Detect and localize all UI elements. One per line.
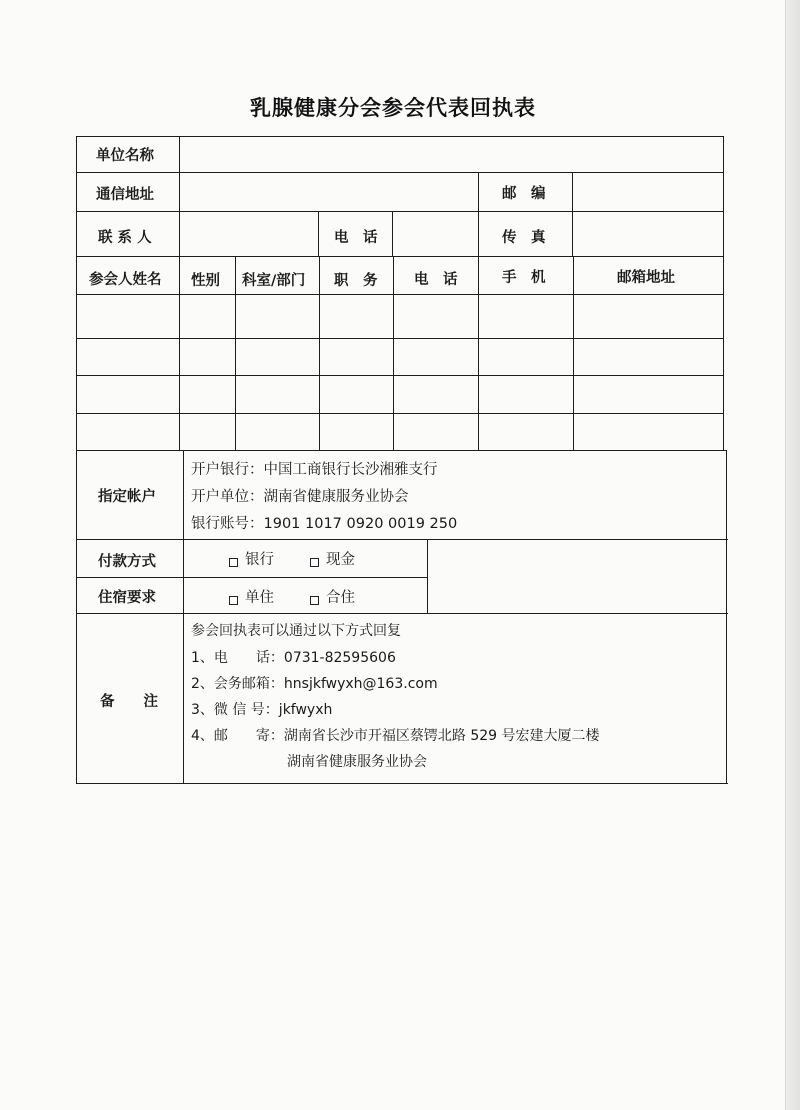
- header-email: 邮箱地址: [617, 270, 675, 286]
- rule: [478, 172, 479, 256]
- account-number: 银行账号：1901 1017 0920 0019 250: [191, 516, 458, 532]
- label-account: 指定帐户: [98, 489, 156, 505]
- rule: [76, 450, 726, 451]
- remarks-wechat: 3、微 信 号：jkfwyxh: [191, 702, 333, 718]
- remarks-mail-org: 湖南省健康服务业协会: [287, 754, 427, 770]
- rule: [76, 413, 724, 414]
- rule: [76, 256, 724, 257]
- rule: [726, 450, 727, 783]
- rule: [478, 256, 479, 450]
- lodging-shared-checkbox[interactable]: [310, 596, 319, 605]
- rule: [76, 338, 724, 339]
- payment-bank-label: 银行: [245, 552, 274, 568]
- lodging-single-label: 单住: [245, 590, 274, 606]
- header-tel: 电 话: [414, 272, 458, 288]
- rule: [76, 136, 724, 137]
- rule: [427, 539, 428, 613]
- header-department: 科室/部门: [242, 273, 306, 289]
- rule: [392, 211, 393, 256]
- rule: [723, 136, 724, 450]
- rule: [235, 256, 236, 450]
- rule: [393, 256, 394, 450]
- payment-cash-label: 现金: [326, 552, 355, 568]
- rule: [76, 783, 728, 784]
- label-phone: 电 话: [334, 230, 378, 246]
- label-postcode: 邮 编: [502, 186, 546, 202]
- rule: [76, 613, 728, 614]
- lodging-single-checkbox[interactable]: [229, 596, 238, 605]
- lodging-shared-label: 合住: [326, 590, 355, 606]
- remarks-phone: 1、电 话：0731-82595606: [191, 650, 396, 666]
- rule: [572, 172, 573, 256]
- remarks-email: 2、会务邮箱：hnsjkfwyxh@163.com: [191, 676, 438, 692]
- label-unit-name: 单位名称: [96, 148, 154, 164]
- header-position: 职 务: [334, 273, 378, 289]
- label-lodging: 住宿要求: [98, 590, 156, 606]
- rule: [179, 136, 180, 450]
- rule: [76, 539, 728, 540]
- label-payment: 付款方式: [98, 554, 156, 570]
- label-contact: 联 系 人: [98, 230, 152, 246]
- account-bank: 开户银行：中国工商银行长沙湘雅支行: [191, 462, 438, 478]
- remarks-mail: 4、邮 寄：湖南省长沙市开福区蔡锷北路 529 号宏建大厦二楼: [191, 728, 600, 744]
- label-fax: 传 真: [502, 230, 546, 246]
- rule: [318, 211, 319, 256]
- rule: [183, 450, 184, 783]
- rule: [76, 577, 428, 578]
- rule: [76, 172, 724, 173]
- rule: [76, 211, 724, 212]
- remarks-intro: 参会回执表可以通过以下方式回复: [191, 623, 401, 639]
- rule: [76, 136, 77, 783]
- page-edge: [786, 0, 800, 1110]
- page-title: 乳腺健康分会参会代表回执表: [250, 96, 536, 120]
- label-address: 通信地址: [96, 187, 154, 203]
- payment-bank-checkbox[interactable]: [229, 558, 238, 567]
- label-remarks: 备 注: [100, 694, 158, 710]
- header-attendee-name: 参会人姓名: [89, 272, 162, 288]
- rule: [76, 375, 724, 376]
- payment-cash-checkbox[interactable]: [310, 558, 319, 567]
- header-gender: 性别: [191, 273, 220, 289]
- header-mobile: 手 机: [502, 270, 546, 286]
- rule: [319, 256, 320, 450]
- account-holder: 开户单位：湖南省健康服务业协会: [191, 489, 409, 505]
- rule: [573, 256, 574, 450]
- rule: [76, 294, 724, 295]
